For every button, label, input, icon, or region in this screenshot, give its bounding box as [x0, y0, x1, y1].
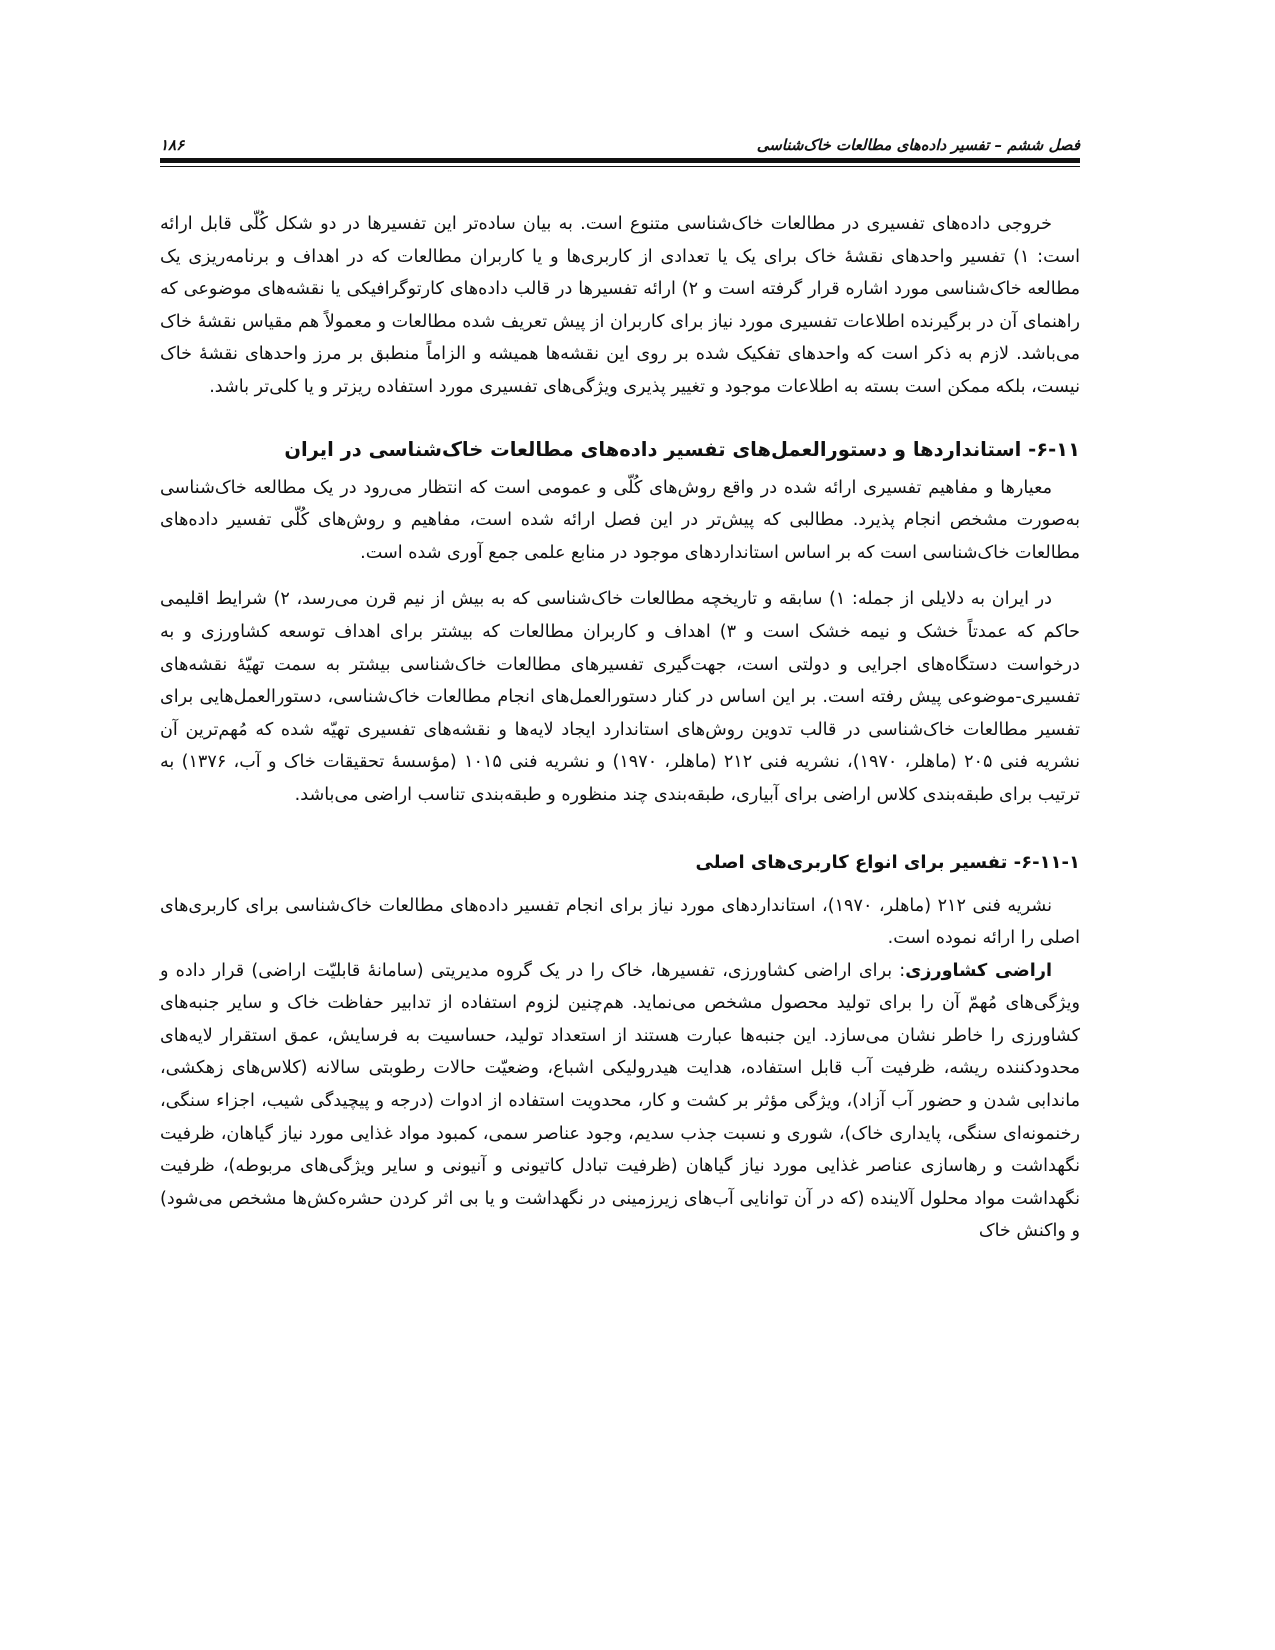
paragraph-intro: خروجی داده‌های تفسیری در مطالعات خاک‌شناسی متنوع است. به بیان ساده‌تر این تفسیرها در دو شکل کُلّی قابل ارائه است: ۱) تفسیر واحدهای نقشهٔ خاک برای یک یا تعدادی از کاربری‌ها و یا کاربران مطالعات که در اهداف و برنامه‌ریزی یک مطالعه خاک‌شناسی مورد اشاره قرار گرفته است و ۲) ارائه تفسیرها در قالب داده‌های کارتوگرافیکی یا نقشه‌های موضوعی که راهنمای آن در برگیرنده اطلاعات تفسیری مورد نیاز برای کاربران از پیش تعریف شده مطالعات و معمولاً هم مقیاس نقشهٔ خاک می‌باشد. لازم به ذکر است که واحدهای تفکیک شده بر روی این نقشه‌ها همیشه و الزاماً منطبق بر مرز واحدهای نقشهٔ خاک نیست، بلکه ممکن است بسته به اطلاعات موجود و تغییر پذیری ویژگی‌های تفسیری مورد استفاده ریزتر و یا کلی‌تر باشد.	[160, 214, 1080, 397]
term-agricultural-land: اراضی کشاورزی	[905, 960, 1052, 981]
running-header	[160, 118, 1080, 154]
paragraph-uses-1: نشریه فنی ۲۱۲ (ماهلر، ۱۹۷۰)، استانداردهای مورد نیاز برای انجام تفسیر داده‌های مطالعات خاک‌شناسی برای کاربری‌های اصلی را ارائه نموده است.	[160, 895, 1080, 949]
agricultural-land-text: : برای اراضی کشاورزی، تفسیرها، خاک را در یک گروه مدیریتی (سامانهٔ قابلیّت اراضی) قرار داده و ویژگی‌های مُهمّ آن را برای تولید محصول مشخص می‌نماید. هم‌چنین لزوم استفاده از تدابیر حفاظت خاک و سایر جنبه‌های کشاورزی را خاطر نشان می‌سازد. این جنبه‌ها عبارت هستند از استعداد تولید، حساسیت به فرسایش، عمق استقرار لایه‌های محدودکننده ریشه، ظرفیت آب قابل استفاده، هدایت هیدرولیکی اشباع، وضعیّت حالات رطوبتی سالانه (کلاس‌های زهکشی، ماندابی شدن و حضور آب آزاد)، ویژگی مؤثر بر کشت و کار، محدویت استفاده از ادوات (درجه و پیچیدگی شیب، اجزاء سنگی، رخنمونه‌ای سنگی، پایداری خاک)، شوری و نسبت جذب سدیم، وجود عناصر سمی، کمبود مواد غذایی مورد نیاز گیاهان، ظرفیت نگهداشت و رهاسازی عناصر غذایی مورد نیاز گیاهان (ظرفیت تبادل کاتیونی و آنیونی و سایر ویژگی‌های مربوطه)، ظرفیت نگهداشت مواد محلول آلاینده (که در آن توانایی آب‌های زیرزمینی در نگهداشت و یا بی اثر کردن حشره‌کش‌ها مشخص می‌شود) و واکنش خاک	[160, 960, 1080, 1242]
chapter-title: فصل ششم – تفسیر داده‌های مطالعات خاک‌شناسی	[756, 136, 1080, 154]
page-number: ۱۸۶	[160, 136, 185, 154]
paragraph-standards-1: معیارها و مفاهیم تفسیری ارائه شده در واقع روش‌های کُلّی و عمومی است که انتظار می‌رود در یک مطالعه خاک‌شناسی به‌صورت مشخص انجام پذیرد. مطالبی که پیش‌تر در این فصل ارائه شده است، مفاهیم و روش‌های کُلّی تفسیر داده‌های مطالعات خاک‌شناسی است که بر اساس استانداردهای موجود در منابع علمی جمع آوری شده است.	[160, 477, 1080, 563]
paragraph-agricultural-land	[160, 955, 1080, 1248]
page-content	[160, 208, 1080, 1248]
header-rule-thin	[160, 166, 1080, 167]
header-rule	[160, 158, 1080, 163]
section-heading: ۶-۱۱- استانداردها و دستورالعمل‌های تفسیر داده‌های مطالعات خاک‌شناسی در ایران	[284, 437, 1080, 461]
document-page	[160, 0, 1080, 1650]
subsection-heading: ۶-۱۱-۱- تفسیر برای انواع کاربری‌های اصلی	[695, 851, 1080, 873]
paragraph-standards-2: در ایران به دلایلی از جمله: ۱) سابقه و تاریخچه مطالعات خاک‌شناسی که به بیش از نیم قرن می‌رسد، ۲) شرایط اقلیمی حاکم که عمدتاً خشک و نیمه خشک است و ۳) اهداف و کاربران مطالعات که بیشتر برای اهداف توسعه کشاورزی و به درخواست دستگاه‌های اجرایی و دولتی است، جهت‌گیری تفسیرهای مطالعات خاک‌شناسی بیشتر به سمت تهیّهٔ نقشه‌های تفسیری-موضوعی پیش رفته است. بر این اساس در کنار دستورالعمل‌های انجام مطالعات خاک‌شناسی، دستورالعمل‌هایی برای تفسیر مطالعات خاک‌شناسی در قالب تدوین روش‌های استاندارد ایجاد لایه‌ها و نقشه‌های تفسیری تهیّه شده که مُهم‌ترین آن نشریه فنی ۲۰۵ (ماهلر، ۱۹۷۰)، نشریه فنی ۲۱۲ (ماهلر، ۱۹۷۰) و نشریه فنی ۱۰۱۵ (مؤسسهٔ تحقیقات خاک و آب، ۱۳۷۶) به ترتیب برای طبقه‌بندی کلاس اراضی برای آبیاری، طبقه‌بندی چند منظوره و طبقه‌بندی تناسب اراضی می‌باشد.	[160, 589, 1080, 805]
